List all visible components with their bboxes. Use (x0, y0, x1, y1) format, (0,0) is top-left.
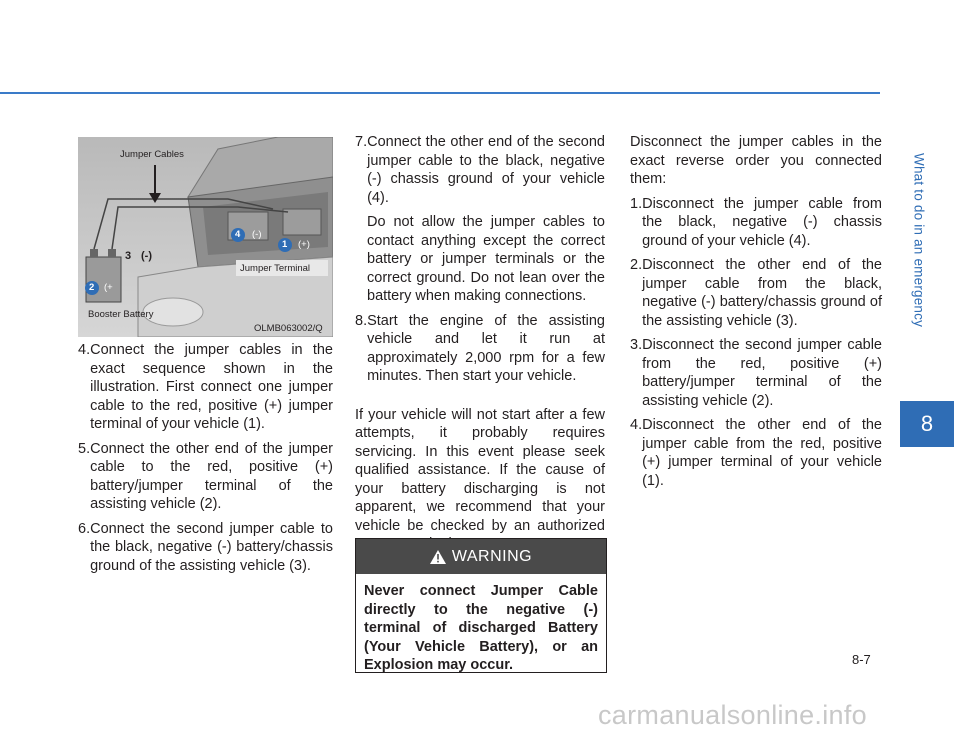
list-item (78, 440, 333, 514)
jump-start-illustration (78, 137, 333, 337)
item-number: 5. (78, 440, 91, 457)
paragraph-service: If your vehicle will not start after a few attempts, it probably requires servicing. In this event please seek qualified assistance. If the cause of your battery discharging is not apparent, we recommend that your vehicle be checked by an authorized (355, 406, 605, 534)
header-rule (0, 92, 880, 94)
marker-pos-vehicle: (+) (298, 239, 310, 250)
item-number: 1. (630, 195, 643, 212)
item-text: Connect the jumper cables in the exact sequence shown in the illustration. First connect one jumper cable to the red, positive (+) jumper terminal of your vehicle (1). (90, 342, 333, 432)
marker-neg-vehicle: (-) (252, 229, 262, 240)
list-item (630, 195, 882, 251)
marker-pos-booster: (+ (104, 282, 113, 293)
label-jumper-cables: Jumper Cables (120, 149, 184, 160)
label-jumper-terminal: Jumper Terminal (240, 263, 311, 274)
item-text: Disconnect the jumper cable from the black, negative (-) chassis ground of your vehicle (4). (642, 195, 882, 249)
item-text: Connect the other end of the jumper cable to the red, positive (+) battery/jumper terminal of the assisting vehicle (2). (90, 440, 333, 512)
item-number: 6. (78, 520, 91, 537)
list-item (78, 520, 333, 576)
column-right (630, 133, 882, 496)
item-number: 8. (355, 312, 368, 329)
chapter-number-badge: 8 (900, 401, 954, 447)
list-item (78, 341, 333, 434)
item-text: Disconnect the second jumper cable from the red, positive (+) battery/jumper terminal of the assisting vehicle (2). (642, 337, 882, 409)
list-item (630, 256, 882, 330)
car-trunk-drawing (78, 137, 333, 337)
marker-1: 1 (282, 239, 288, 250)
paragraph-disconnect-intro: Disconnect the jumper cables in the exact reverse order you connected them: (630, 134, 882, 187)
warning-body: Never connect Jumper Cable directly to the negative (-) terminal of discharged Battery (Your Vehicle Battery), or an Explosion may occur. (364, 583, 598, 673)
watermark: carmanualsonline.info (598, 700, 867, 730)
item-text: Start the engine of the assisting vehicle and let it run at approximately 2,000 rpm for a few minutes. Then start your vehicle. (367, 312, 605, 384)
item-text: Connect the second jumper cable to the black, negative (-) battery/chassis ground of the assisting vehicle (3). (90, 520, 333, 574)
list-item (355, 133, 605, 207)
column-middle (355, 133, 605, 560)
item-subparagraph: Do not allow the jumper cables to contact anything except the correct battery or jumper terminals or the correct ground. Do not lean over the battery when making connections. (367, 214, 605, 304)
warning-header (356, 539, 606, 574)
item-number: 4. (78, 342, 91, 358)
warning-triangle-icon (430, 550, 446, 564)
item-number: 2. (630, 257, 643, 273)
item-number: 4. (630, 417, 643, 433)
item-text: Connect the other end of the second jumper cable to the black, negative (-) chassis ground of your vehicle (4). (367, 134, 605, 206)
figure-code: OLMB063002/Q (254, 323, 323, 334)
item-text: Disconnect the other end of the jumper cable from the black, negative (-) battery/chassis ground of the assisting vehicle (3). (642, 257, 882, 329)
list-item (630, 336, 882, 410)
page-number: 8-7 (852, 652, 871, 667)
list-item (630, 416, 882, 490)
marker-4: 4 (235, 229, 241, 240)
label-booster-battery: Booster Battery (88, 309, 154, 320)
warning-box (355, 538, 607, 673)
column-left (78, 341, 333, 581)
item-number: 3. (630, 337, 643, 353)
list-item (355, 312, 605, 386)
marker-neg-booster: (-) (141, 250, 152, 262)
warning-title: WARNING (451, 547, 533, 565)
item-number: 7. (355, 134, 368, 150)
marker-2: 2 (89, 282, 95, 293)
section-title: What to do in an emergency (911, 152, 927, 328)
item-text: Disconnect the other end of the jumper cable from the red, positive (+) jumper terminal of your vehicle (1). (642, 417, 882, 489)
marker-3: 3 (125, 250, 132, 262)
